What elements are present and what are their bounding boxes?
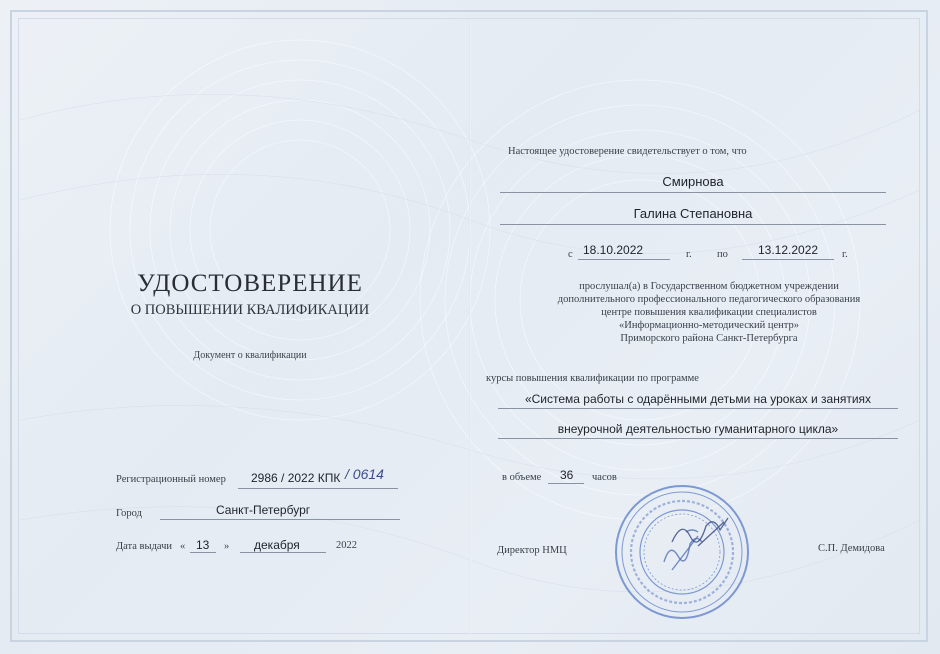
certificate-title: УДОСТОВЕРЕНИЕ [137,270,363,297]
organization-line: «Информационно-методический центр» [619,320,799,331]
director-signature-icon [668,508,738,552]
registration-number: 2986 / 2022 КПК [251,471,341,485]
program-title-line1: «Система работы с одарёнными детьми на уроках и занятиях [524,392,872,406]
volume-hours: 36 [560,468,574,482]
city-value: Санкт-Петербург [216,503,311,517]
issue-date-open-quote: « [180,541,186,552]
from-date-line [578,259,670,260]
city-label: Город [116,508,142,519]
organization-line: центре повышения квалификации специалистов [601,307,817,318]
official-seal-icon [612,482,752,622]
intro-text: Настоящее удостоверение свидетельствует о том, что [508,146,747,157]
issue-date-day: 13 [196,538,210,552]
director-label: Директор НМЦ [497,545,567,556]
program-line1-underline [498,408,898,409]
organization-line: дополнительного профессионального педагогического образования [557,294,861,305]
city-line [160,519,400,520]
document-type: Документ о квалификации [193,350,307,361]
issue-date-close-quote: » [224,541,230,552]
registration-label: Регистрационный номер [116,474,226,485]
recipient-given-names: Галина Степановна [633,206,753,221]
center-fold [469,20,471,634]
to-label: по [717,249,728,260]
surname-line [500,192,886,193]
organization-line: прослушал(а) в Государственном бюджетном учреждении [579,281,839,292]
given-names-line [500,224,886,225]
issue-day-line [190,552,216,553]
certificate-subtitle: О ПОВЫШЕНИИ КВАЛИФИКАЦИИ [130,302,370,318]
registration-suffix: / 0614 [345,466,384,482]
director-name: С.П. Демидова [818,543,885,554]
volume-label: в объеме [502,472,542,483]
to-year-suffix: г. [842,249,848,260]
issue-month-line [240,552,326,553]
recipient-surname: Смирнова [662,174,724,189]
organization-line: Приморского района Санкт-Петербурга [620,333,798,344]
volume-line [548,483,584,484]
program-label: курсы повышения квалификации по программе [486,373,699,384]
to-date: 13.12.2022 [758,243,819,257]
issue-date-year: 2022 [336,540,357,551]
organization-text [500,280,918,345]
to-date-line [742,259,834,260]
program-title-line2: внеурочной деятельностью гуманитарного цикла» [557,422,839,436]
registration-line [238,488,398,489]
from-year-suffix: г. [686,249,692,260]
hours-label: часов [592,472,617,483]
issue-date-month: декабря [254,538,300,552]
program-line2-underline [498,438,898,439]
from-label: с [568,249,573,260]
from-date: 18.10.2022 [583,243,644,257]
issue-date-label: Дата выдачи [116,541,173,552]
